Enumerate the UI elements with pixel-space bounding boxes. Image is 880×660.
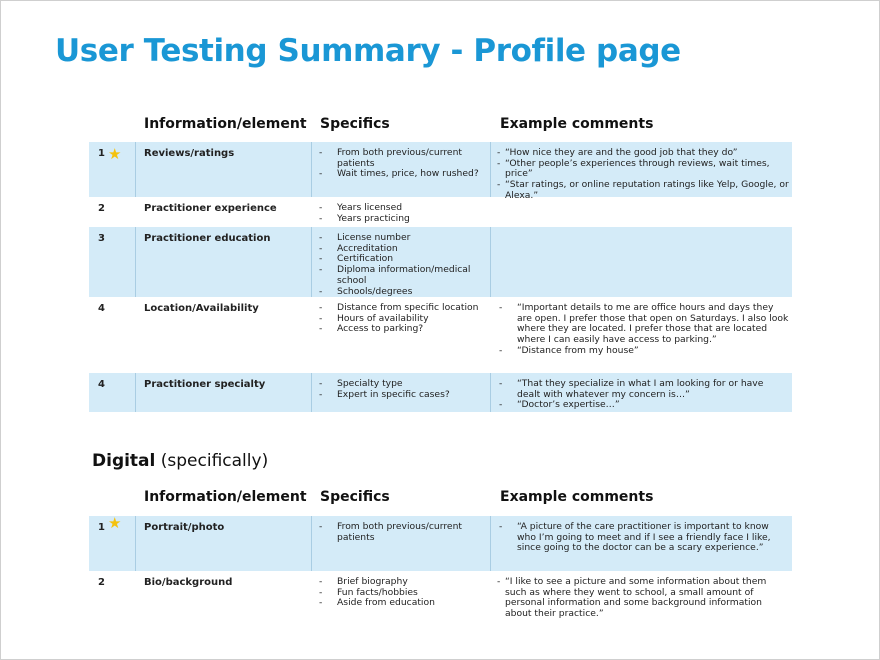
- row-element: Bio/background: [144, 577, 233, 588]
- row-specifics: [317, 233, 487, 297]
- row-element: Location/Availability: [144, 303, 259, 314]
- comment-item: - “I like to see a picture and some information about them such as where they went to school, a small amount of personal information and some background information about their practice.”: [497, 577, 789, 620]
- comment-item: - “Star ratings, or online reputation ratings like Yelp, Google, or Alexa.”: [497, 180, 789, 201]
- comment-item: - “Doctor’s expertise…”: [497, 400, 789, 411]
- table-row: [89, 297, 792, 371]
- specifics-item: - Schools/degrees: [317, 287, 487, 298]
- row-specifics: [317, 203, 487, 224]
- specifics-item: - From both previous/current patients: [317, 148, 487, 169]
- comment-item: - “Important details to me are office hours and days they are open. I prefer those that open on Saturdays. I also look where they are located. I prefer those that are located where I can easily have access to parking.”: [497, 303, 789, 346]
- row-comments: [497, 577, 789, 620]
- row-number: 1: [98, 522, 105, 533]
- specifics-item: - Expert in specific cases?: [317, 390, 487, 401]
- row-element: Practitioner specialty: [144, 379, 266, 390]
- specifics-item: - Access to parking?: [317, 324, 487, 335]
- table-row: [89, 516, 792, 571]
- specifics-item: - Hours of availability: [317, 314, 487, 325]
- table-row: [89, 227, 792, 297]
- specifics-item: - License number: [317, 233, 487, 244]
- section-title: [92, 451, 268, 471]
- row-number: 4: [98, 379, 105, 390]
- header-comments: Example comments: [500, 116, 654, 132]
- specifics-item: - From both previous/current patients: [317, 522, 487, 543]
- row-element: Practitioner education: [144, 233, 271, 244]
- page-title: User Testing Summary - Profile page: [55, 33, 681, 69]
- row-element: Reviews/ratings: [144, 148, 235, 159]
- row-specifics: [317, 522, 487, 543]
- row-comments: [497, 148, 789, 202]
- row-comments: [497, 522, 789, 554]
- header-comments: Example comments: [500, 489, 654, 505]
- specifics-item: - Distance from specific location: [317, 303, 487, 314]
- row-comments: [497, 303, 789, 357]
- specifics-item: - Years licensed: [317, 203, 487, 214]
- specifics-item: - Diploma information/medical school: [317, 265, 487, 286]
- comment-item: - “How nice they are and the good job that they do”: [497, 148, 789, 159]
- specifics-item: - Years practicing: [317, 214, 487, 225]
- row-comments: [497, 379, 789, 411]
- section-title-bold: Digital: [92, 451, 156, 471]
- row-specifics: [317, 303, 487, 335]
- specifics-item: - Aside from education: [317, 598, 487, 609]
- row-specifics: [317, 148, 487, 180]
- specifics-item: - Fun facts/hobbies: [317, 588, 487, 599]
- comment-item: - “That they specialize in what I am looking for or have dealt with whatever my concern is…”: [497, 379, 789, 400]
- section-title-rest: (specifically): [155, 451, 269, 471]
- specifics-item: - Accreditation: [317, 244, 487, 255]
- comment-item: - “A picture of the care practitioner is important to know who I’m going to meet and if I see a friendly face I like, since going to the doctor can be a scary experience.”: [497, 522, 789, 554]
- row-element: Portrait/photo: [144, 522, 225, 533]
- row-specifics: [317, 577, 487, 609]
- star-icon: ★: [108, 514, 122, 532]
- specifics-item: - Certification: [317, 254, 487, 265]
- row-specifics: [317, 379, 487, 400]
- row-number: 4: [98, 303, 105, 314]
- table-row: [89, 571, 792, 621]
- row-number: 2: [98, 577, 105, 588]
- row-number: 2: [98, 203, 105, 214]
- row-number: 1: [98, 148, 105, 159]
- header-specifics: Specifics: [320, 489, 390, 505]
- header-specifics: Specifics: [320, 116, 390, 132]
- table-row: [89, 373, 792, 412]
- comment-item: - “Distance from my house”: [497, 346, 789, 357]
- star-icon: ★: [108, 145, 122, 163]
- comment-item: - “Other people’s experiences through reviews, wait times, price”: [497, 159, 789, 180]
- table-row: [89, 197, 792, 227]
- specifics-item: - Specialty type: [317, 379, 487, 390]
- specifics-item: - Wait times, price, how rushed?: [317, 169, 487, 180]
- row-element: Practitioner experience: [144, 203, 277, 214]
- header-element: Information/element: [144, 489, 307, 505]
- table-row: [89, 142, 792, 201]
- row-number: 3: [98, 233, 105, 244]
- header-element: Information/element: [144, 116, 307, 132]
- specifics-item: - Brief biography: [317, 577, 487, 588]
